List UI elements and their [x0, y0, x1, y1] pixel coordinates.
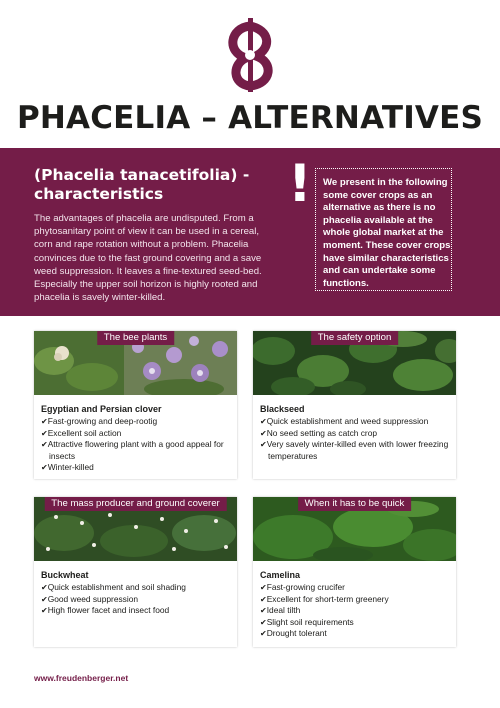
- camelina-photo: [253, 497, 456, 561]
- checkmark-icon: ✔: [260, 440, 267, 450]
- feature-list: [260, 416, 449, 462]
- card-mass-producer: [34, 497, 237, 647]
- checkmark-icon: ✔: [41, 463, 48, 473]
- list-item: ✔Fast-growing crucifer: [260, 582, 345, 592]
- blackseed-photo: [253, 331, 456, 395]
- list-item: ✔Drought tolerant: [260, 628, 327, 639]
- card-tab: When it has to be quick: [298, 497, 412, 511]
- card-tab: The mass producer and ground coverer: [44, 497, 227, 511]
- checkmark-icon: ✔: [260, 629, 267, 639]
- checkmark-icon: ✔: [260, 594, 267, 604]
- notice-text: We present in the following some cover crops as an alternative as there is no phacelia available at the whole global market at the moment. These cover crops have similar characteristics and can undertake some functions.: [323, 177, 451, 289]
- checkmark-icon: ✔: [260, 583, 267, 592]
- list-item: ✔Quick establishment and soil shading: [41, 582, 186, 592]
- list-item: ✔Fast-growing and deep-rootig: [41, 416, 158, 426]
- exclamation-icon: !: [288, 154, 312, 214]
- clover-photo: [34, 331, 237, 395]
- freudenberger-logo-icon: [222, 18, 278, 92]
- intro-heading: (Phacelia tanacetifolia) - characteristics: [34, 166, 250, 203]
- list-item: ✔Quick establishment and weed suppression: [260, 416, 429, 426]
- list-item: ✔Winter-killed: [41, 462, 94, 473]
- card-safety-option: [253, 331, 456, 479]
- card-when-quick: [253, 497, 456, 647]
- list-item: ✔No seed setting as catch crop: [260, 427, 378, 438]
- intro-band: [0, 148, 500, 316]
- card-title: Camelina: [260, 570, 301, 580]
- checkmark-icon: ✔: [41, 594, 48, 604]
- card-bee-plants: [34, 331, 237, 479]
- page-title: PHACELIA – ALTERNATIVES: [16, 100, 484, 136]
- checkmark-icon: ✔: [260, 606, 267, 616]
- card-title: Buckwheat: [41, 570, 89, 580]
- list-item: ✔Attractive flowering plant with a good appeal for insects: [41, 439, 224, 461]
- list-item: ✔High flower facet and insect food: [41, 605, 170, 616]
- checkmark-icon: ✔: [41, 417, 48, 426]
- card-title: Egyptian and Persian clover: [41, 404, 162, 414]
- list-item: ✔Excellent for short-term greenery: [260, 593, 389, 604]
- card-title: Blackseed: [260, 404, 305, 414]
- feature-list: [41, 416, 230, 474]
- feature-list: [260, 582, 449, 640]
- buckwheat-photo: [34, 497, 237, 561]
- list-item: ✔Very savely winter-killed even with lower freezing temperatures: [260, 439, 449, 461]
- checkmark-icon: ✔: [260, 428, 267, 438]
- checkmark-icon: ✔: [41, 428, 48, 438]
- feature-list: [41, 582, 230, 617]
- checkmark-icon: ✔: [41, 606, 48, 616]
- checkmark-icon: ✔: [41, 583, 48, 592]
- card-tab: The safety option: [311, 331, 399, 345]
- list-item: ✔Good weed suppression: [41, 593, 139, 604]
- checkmark-icon: ✔: [41, 440, 48, 450]
- intro-text: The advantages of phacelia are undisputed. From a phytosanitary point of view it can be used in a cereal, corn and rape rotation without a problem. Phacelia convinces due to the fast ground covering and a save weed suppression. It leaves a fine-textured seed-bed. Especially the upper soil horizon is highly rooted and phacelia is savely winter-killed.: [34, 213, 262, 304]
- website-link[interactable]: www.freudenberger.net: [34, 673, 129, 683]
- notice-box: [315, 168, 452, 291]
- checkmark-icon: ✔: [260, 417, 267, 426]
- list-item: ✔Slight soil requirements: [260, 616, 354, 627]
- list-item: ✔Ideal tilth: [260, 605, 301, 616]
- checkmark-icon: ✔: [260, 617, 267, 627]
- list-item: ✔Excellent soil action: [41, 427, 122, 438]
- card-tab: The bee plants: [97, 331, 174, 345]
